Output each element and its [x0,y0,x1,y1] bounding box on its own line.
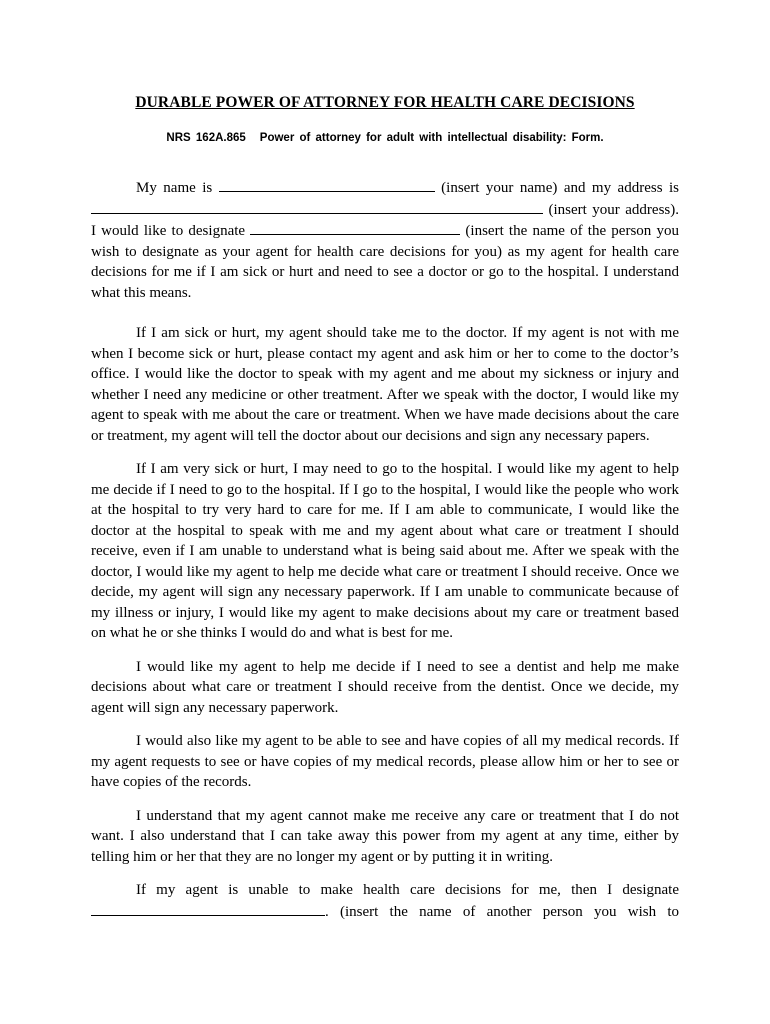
agent-name-blank-line[interactable] [250,220,460,235]
statute-reference: NRS 162A.865 [166,132,246,144]
address-blank-line[interactable] [91,199,543,214]
text-segment: . (insert the name of another person you wish to [325,903,679,920]
paragraph-doctor: If I am sick or hurt, my agent should take me to the doctor. If my agent is not with me when I become sick or hurt, please contact my agent and ask him or her to come to the doctor’s office. I would like the doctor to speak with my agent and me about my sickness or injury and whether I need any medicine or other treatment. After we speak with the doctor, I would like my agent to speak with me about the care or treatment. When we have made decisions about the care or treatment, my agent will tell the doctor about our decisions and sign any necessary papers. [91,325,679,444]
paragraph-dentist: I would like my agent to help me decide if I need to see a dentist and help me make decisions about what care or treatment I should receive from the dentist. Once we decide, my agent will sign any necessary paperwork. [91,658,679,716]
text-segment: (insert your name) and my address is [434,180,680,196]
text-segment: If my agent is unable to make health care decisions for me, then I designate [136,882,679,898]
paragraph-designation [91,177,679,303]
statute-heading [0,132,770,144]
document-body [91,177,679,935]
text-segment: My name is [136,180,219,196]
alternate-agent-blank-line[interactable] [91,901,325,916]
text-segment: (insert the name of the person you wish to designate as your agent for health care decisions for you) as my agent for health care decisions for me if I am sick or hurt and need to see a doctor or go to the hospital. I understand what this means. [91,223,679,301]
name-blank-line[interactable] [219,177,435,192]
text-segment: (insert your address). I would like to designate [91,201,679,239]
paragraph-hospital: If I am very sick or hurt, I may need to go to the hospital. I would like my agent to help me decide if I need to go to the hospital. If I go to the hospital, I would like the people who work at the hospital to try very hard to care for me. If I am able to communicate, I would like the doctor at the hospital to speak with me and my agent about what care or treatment I should receive, even if I am unable to understand what is being said about me. After we speak with the doctor, I would like my agent to help me decide what care or treatment I should receive. Once we decide, my agent will sign any necessary paperwork. If I am unable to communicate because of my illness or injury, I would like my agent to make decisions about my care or treatment based on what he or she thinks I would do and what is best for me. [91,461,679,641]
paragraph-medical-records: I would also like my agent to be able to see and have copies of all my medical records. If my agent requests to see or have copies of my medical records, please allow him or her to see or have copies of the records. [91,733,679,790]
paragraph-revocation: I understand that my agent cannot make me receive any care or treatment that I do not want. I also understand that I can take away this power from my agent at any time, either by telling him or her that they are no longer my agent or by putting it in writing. [91,807,679,865]
document-title: DURABLE POWER OF ATTORNEY FOR HEALTH CARE DECISIONS [135,94,635,111]
paragraph-alternate-agent [91,880,679,922]
statute-description: Power of attorney for adult with intellectual disability: Form. [259,132,604,144]
